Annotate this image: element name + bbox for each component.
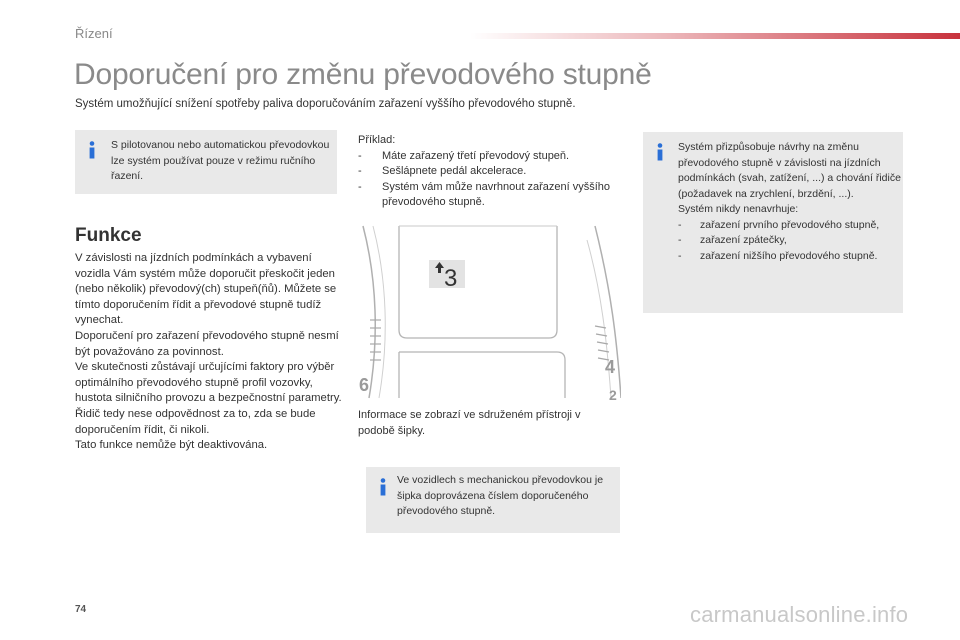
example-block bbox=[358, 133, 620, 211]
example-item: - Sešlápnete pedál akcelerace. bbox=[358, 164, 620, 180]
header-rule bbox=[470, 33, 960, 39]
info-icon bbox=[377, 478, 389, 496]
info-box-manual-gearbox bbox=[366, 467, 620, 533]
example-title: Příklad: bbox=[358, 134, 396, 146]
watermark: carmanualsonline.info bbox=[690, 602, 909, 627]
display-info-text: Informace se zobrazí ve sdruženém přístroji v podobě šipky. bbox=[358, 409, 581, 437]
gauge-number-partial: 2 bbox=[609, 387, 617, 400]
info-box-list bbox=[678, 218, 902, 265]
info-box-list-item: - zařazení prvního převodového stupně, bbox=[678, 218, 902, 234]
example-item: - Systém vám může navrhnout zařazení vyššího převodového stupně. bbox=[358, 180, 620, 211]
info-icon bbox=[654, 143, 666, 161]
example-item: - Máte zařazený třetí převodový stupeň. bbox=[358, 149, 620, 165]
funkce-paragraph: Doporučení pro zařazení převodového stupně nesmí být považováno za povinnost. bbox=[75, 329, 339, 358]
funkce-heading: Funkce bbox=[75, 225, 142, 246]
funkce-paragraph: Tato funkce nemůže být deaktivována. bbox=[75, 439, 268, 452]
info-box-automatic-gearbox bbox=[75, 130, 337, 194]
section-label: Řízení bbox=[75, 26, 113, 41]
info-box-text: Ve vozidlech s mechanickou převodovkou je šipka doprovázena číslem doporučeného převodového stupně. bbox=[397, 474, 604, 517]
info-box-subheading: Systém nikdy nenavrhuje: bbox=[678, 203, 799, 215]
gauge-number-left: 6 bbox=[359, 375, 370, 395]
funkce-paragraph: V závislosti na jízdních podmínkách a vybavení vozidla Vám systém může doporučit přeskočit jeden (nebo několik) převodový(ch) stupeň(ňů). Můžete se tímto doporučením řídit a převodové stupně tudíž vynechat. bbox=[75, 252, 337, 327]
page-number: 74 bbox=[75, 604, 87, 615]
gauge-number-right: 4 bbox=[605, 357, 616, 377]
info-box-text: Systém přizpůsobuje návrhy na změnu převodového stupně v závislosti na jízdních podmínkách (svah, zatížení, ...) a chování řidiče (požadavek na zrychlení, brzdění, ...). bbox=[678, 141, 901, 200]
left-gauge-arc bbox=[363, 226, 375, 398]
cluster-bezel bbox=[399, 352, 565, 398]
funkce-body bbox=[75, 251, 343, 454]
example-list bbox=[358, 149, 620, 211]
info-box-text-container bbox=[678, 140, 902, 264]
intro-text: Systém umožňující snížení spotřeby paliva doporučováním zařazení vyššího převodového stupně. bbox=[75, 98, 576, 110]
funkce-paragraph: Ve skutečnosti zůstávají určujícími faktory pro výběr optimálního převodového stupně profil vozovky, hustota silničního provozu a bezpečnostní parametry. Řidič tedy nese odpovědnost za to, zda se bude doporučením řídit, či nikoli. bbox=[75, 361, 342, 436]
instrument-cluster-illustration bbox=[359, 220, 621, 400]
info-icon bbox=[86, 141, 98, 159]
info-box-text: S pilotovanou nebo automatickou převodovkou lze systém používat pouze v režimu ručního řazení. bbox=[111, 139, 330, 182]
info-box-system-behaviour bbox=[643, 132, 903, 313]
page-title: Doporučení pro změnu převodového stupně bbox=[74, 58, 652, 91]
gear-digit: 3 bbox=[444, 265, 458, 292]
info-box-list-item: - zařazení zpátečky, bbox=[678, 233, 902, 249]
display-screen bbox=[399, 226, 557, 338]
info-box-list-item: - zařazení nižšího převodového stupně. bbox=[678, 249, 902, 265]
